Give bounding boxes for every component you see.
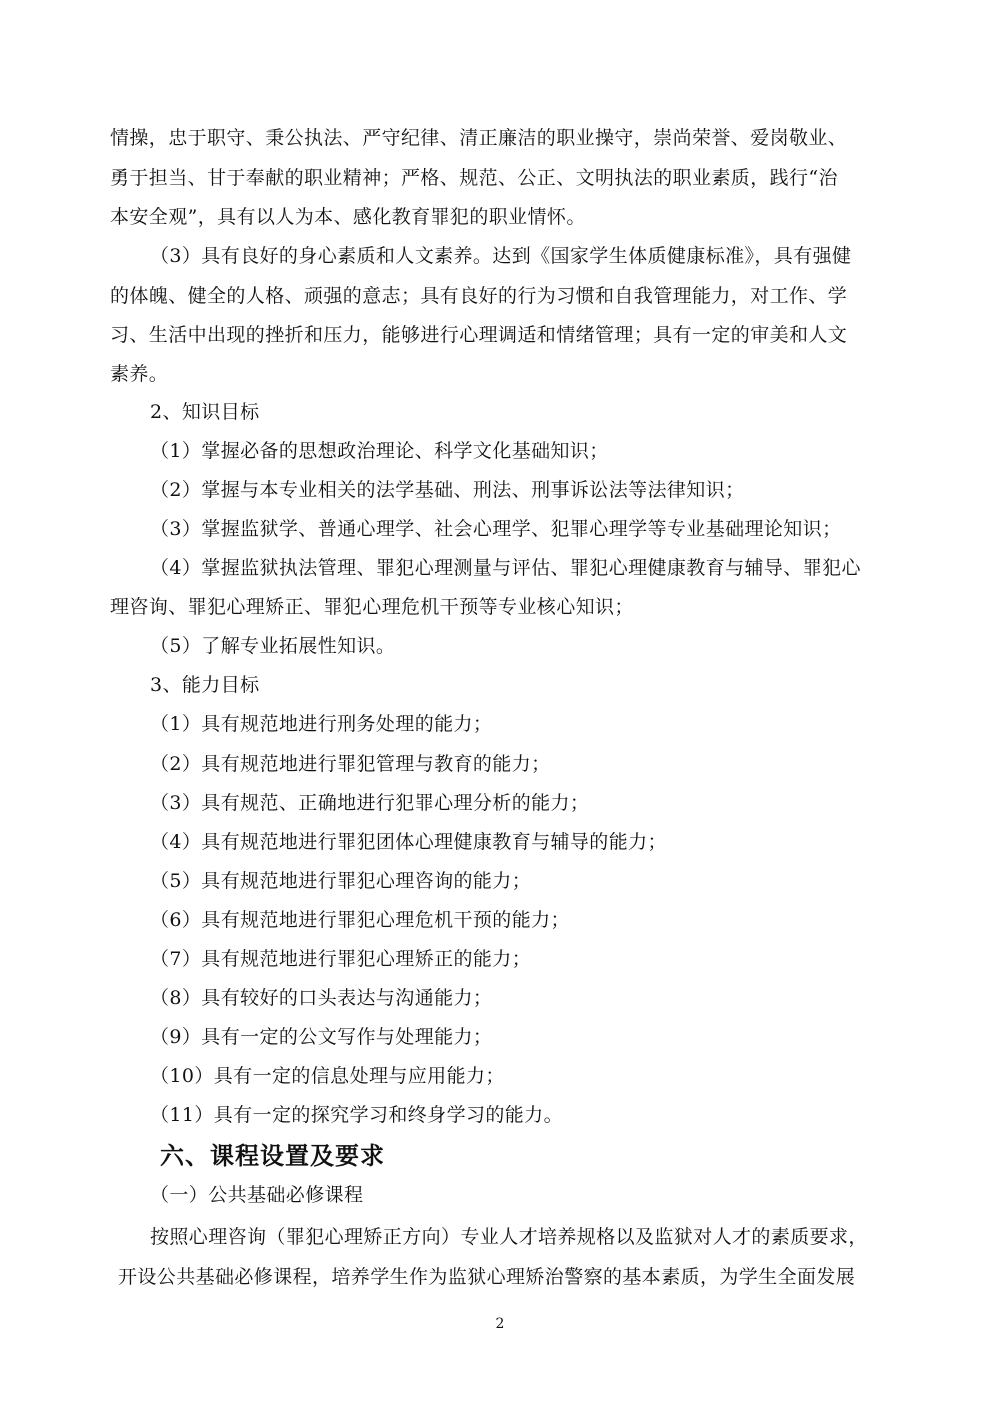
list-item: （5）了解专业拓展性知识。 [150, 635, 396, 657]
text-line: 本安全观”，具有以人为本、感化教育罪犯的职业情怀。 [110, 206, 586, 228]
list-item: （1）掌握必备的思想政治理论、科学文化基础知识； [150, 440, 609, 462]
text-line: 素养。 [110, 363, 169, 385]
list-item: （11）具有一定的探究学习和终身学习的能力。 [150, 1104, 563, 1126]
list-item: （1）具有规范地进行刑务处理的能力； [150, 713, 493, 735]
list-item: （4）掌握监狱执法管理、罪犯心理测量与评估、罪犯心理健康教育与辅导、罪犯心 [150, 557, 861, 579]
list-item: （2）具有规范地进行罪犯管理与教育的能力； [150, 753, 551, 775]
page-number: 2 [495, 1316, 505, 1332]
list-item: （10）具有一定的信息处理与应用能力； [150, 1065, 505, 1087]
list-item: 理咨询、罪犯心理矫正、罪犯心理危机干预等专业核心知识； [110, 596, 634, 618]
text-line: 勇于担当、甘于奉献的职业精神；严格、规范、公正、文明执法的职业素质，践行“治 [110, 167, 838, 189]
list-item: （5）具有规范地进行罪犯心理咨询的能力； [150, 870, 532, 892]
list-item: （3）掌握监狱学、普通心理学、社会心理学、犯罪心理学等专业基础理论知识； [150, 518, 842, 540]
list-item: （8）具有较好的口头表达与沟通能力； [150, 987, 493, 1009]
text-line: （3）具有良好的身心素质和人文素养。达到《国家学生体质健康标准》，具有强健 [150, 245, 852, 267]
text-line: 的体魄、健全的人格、顽强的意志；具有良好的行为习惯和自我管理能力，对工作、学 [110, 285, 848, 307]
section-heading: 六、课程设置及要求 [160, 1142, 385, 1170]
list-heading: 2、知识目标 [150, 401, 260, 423]
paragraph-line: 开设公共基础必修课程，培养学生作为监狱心理矫治警察的基本素质，为学生全面发展 [118, 1266, 856, 1288]
list-item: （7）具有规范地进行罪犯心理矫正的能力； [150, 948, 532, 970]
paragraph-line: 按照心理咨询（罪犯心理矫正方向）专业人才培养规格以及监狱对人才的素质要求， [150, 1226, 868, 1248]
list-item: （3）具有规范、正确地进行犯罪心理分析的能力； [150, 792, 590, 814]
list-item: （9）具有一定的公文写作与处理能力； [150, 1026, 493, 1048]
subsection-heading: （一）公共基础必修课程 [150, 1184, 364, 1206]
text-line: 习、生活中出现的挫折和压力，能够进行心理调适和情绪管理；具有一定的审美和人文 [110, 324, 848, 346]
text-line: 情操，忠于职守、秉公执法、严守纪律、清正廉洁的职业操守，崇尚荣誉、爱岗敬业、 [110, 127, 848, 149]
list-heading: 3、能力目标 [150, 674, 260, 696]
list-item: （2）掌握与本专业相关的法学基础、刑法、刑事诉讼法等法律知识； [150, 479, 745, 501]
list-item: （6）具有规范地进行罪犯心理危机干预的能力； [150, 909, 570, 931]
list-item: （4）具有规范地进行罪犯团体心理健康教育与辅导的能力； [150, 831, 667, 853]
